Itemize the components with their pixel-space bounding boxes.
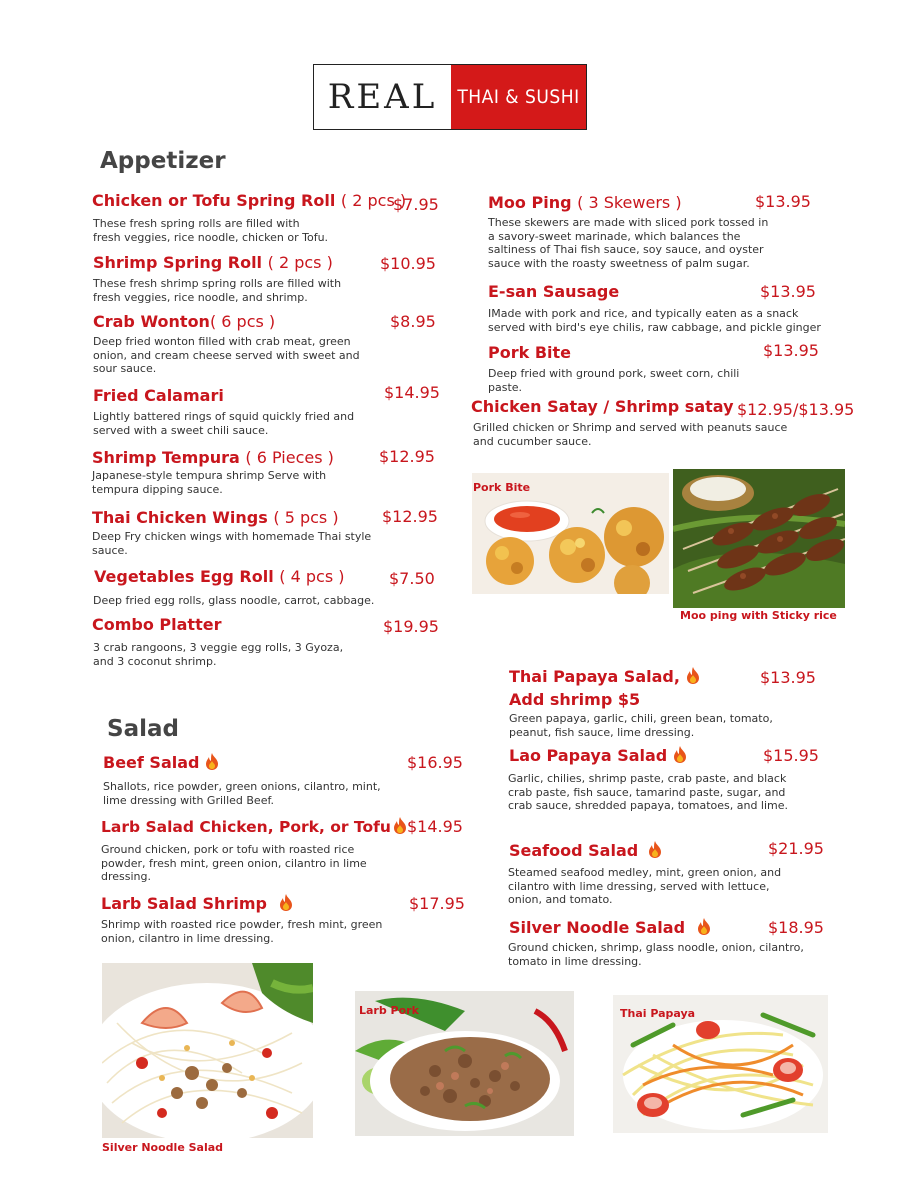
appetizer-heading: Appetizer [100,148,226,174]
menu-item-description: Japanese-style tempura shrimp Serve with tempura dipping sauce. [92,469,327,496]
menu-item-price: $14.95 [407,817,463,836]
menu-item-name: Combo Platter [92,615,222,634]
menu-item-name: Larb Salad Shrimp [101,894,293,913]
menu-item-name: Vegetables Egg Roll ( 4 pcs ) [94,567,345,586]
menu-item-price: $12.95 [382,507,438,526]
menu-item-name: Fried Calamari [93,386,224,405]
menu-item-name: Pork Bite [488,343,571,362]
moo-ping-photo [673,469,845,608]
menu-item-description: Deep Fry chicken wings with homemade Thai style sauce. [92,530,372,557]
logo-thai-sushi-text: THAI & SUSHI [451,65,586,129]
menu-item-description: Garlic, chilies, shrimp paste, crab paste, and black crab paste, fish sauce, tamarind paste, sugar, and crab sauce, shredded papaya, tomatoes, and lime. [508,772,789,812]
menu-item-name: Lao Papaya Salad [509,746,687,765]
menu-item-price: $7.50 [389,569,435,588]
menu-item-description: Deep fried with ground pork, sweet corn, chili paste. [488,367,740,394]
menu-item-name: Chicken Satay / Shrimp satay [471,397,734,416]
menu-item-price: $13.95 [760,668,816,687]
menu-item-price: $14.95 [384,383,440,402]
menu-item-description: Deep fried egg rolls, glass noodle, carrot, cabbage. [93,594,375,607]
photo-caption: Thai Papaya [620,1007,696,1020]
menu-item-name: Larb Salad Chicken, Pork, or Tofu [101,817,407,836]
menu-item-description: Grilled chicken or Shrimp and served with peanuts sauce and cucumber sauce. [473,421,788,448]
menu-item-name: Seafood Salad [509,841,662,860]
menu-item-price: $7.95 [393,195,439,214]
menu-item-description: These fresh spring rolls are filled with fresh veggies, rice noodle, chicken or Tofu. [93,217,329,244]
photo-caption: Larb Pork [359,1004,419,1017]
menu-item-price: $10.95 [380,254,436,273]
menu-item-name: Shrimp Spring Roll ( 2 pcs ) [93,253,333,272]
menu-item-description: IMade with pork and rice, and typically eaten as a snack served with bird's eye chilis, raw cabbage, and pickle ginger [488,307,821,334]
menu-item-name: Crab Wonton( 6 pcs ) [93,312,276,331]
menu-item-price: $17.95 [409,894,465,913]
fire-icon [279,894,293,911]
fire-icon [648,841,662,858]
menu-item-name: Beef Salad [103,753,219,772]
fire-icon [205,753,219,770]
menu-item-price: $13.95 [760,282,816,301]
menu-item-price: $18.95 [768,918,824,937]
menu-item-price: $21.95 [768,839,824,858]
menu-item-price: $15.95 [763,746,819,765]
menu-item-description: Shallots, rice powder, green onions, cilantro, mint, lime dressing with Grilled Beef. [103,780,381,807]
menu-item-description: Ground chicken, pork or tofu with roasted rice powder, fresh mint, green onion, cilantro in lime dressing. [101,843,367,883]
menu-item-name: Thai Papaya Salad, [509,667,700,686]
fire-icon [673,746,687,763]
menu-item-name: E-san Sausage [488,282,620,301]
menu-item-description: 3 crab rangoons, 3 veggie egg rolls, 3 Gyoza, and 3 coconut shrimp. [93,641,344,668]
menu-item-name: Chicken or Tofu Spring Roll ( 2 pcs ) [92,191,407,210]
menu-item-description: Shrimp with roasted rice powder, fresh mint, green onion, cilantro in lime dressing. [101,918,383,945]
menu-item-description: Steamed seafood medley, mint, green onion, and cilantro with lime dressing, served with lettuce, onion, and tomato. [508,866,782,906]
fire-icon [393,817,407,834]
menu-item-price: $8.95 [390,312,436,331]
menu-item-description: These fresh shrimp spring rolls are filled with fresh veggies, rice noodle, and shrimp. [93,277,342,304]
menu-item-price: $19.95 [383,617,439,636]
menu-item-name: Moo Ping ( 3 Skewers ) [488,193,682,212]
fire-icon [697,918,711,935]
photo-caption: Moo ping with Sticky rice [680,609,837,622]
restaurant-logo [313,64,587,130]
menu-item-price: $13.95 [763,341,819,360]
fire-icon [686,667,700,684]
menu-item-addon: Add shrimp $5 [509,690,641,709]
menu-item-description: Deep fried wonton filled with crab meat, green onion, and cream cheese served with sweet and sour sauce. [93,335,360,375]
menu-item-description: Green papaya, garlic, chili, green bean, tomato, peanut, fish sauce, lime dressing. [509,712,773,739]
photo-caption: Silver Noodle Salad [102,1141,224,1154]
menu-item-name: Silver Noodle Salad [509,918,711,937]
menu-item-description: Ground chicken, shrimp, glass noodle, onion, cilantro, tomato in lime dressing. [508,941,804,968]
menu-item-price: $13.95 [755,192,811,211]
logo-real-text: REAL [327,77,438,117]
menu-item-price: $12.95 [379,447,435,466]
menu-item-name: Thai Chicken Wings ( 5 pcs ) [92,508,339,527]
photo-caption: Pork Bite [473,481,531,494]
silver-noodle-salad-photo [102,963,313,1138]
salad-heading: Salad [107,716,179,742]
menu-item-price: $12.95/$13.95 [737,400,855,419]
menu-item-description: These skewers are made with sliced pork tossed in a savory-sweet marinade, which balances the saltiness of Thai fish sauce, soy sauce, and oyster sauce with the roasty sweetness of palm sugar. [488,216,769,270]
menu-item-description: Lightly battered rings of squid quickly fried and served with a sweet chili sauce. [93,410,355,437]
menu-item-price: $16.95 [407,753,463,772]
menu-item-name: Shrimp Tempura ( 6 Pieces ) [92,448,334,467]
